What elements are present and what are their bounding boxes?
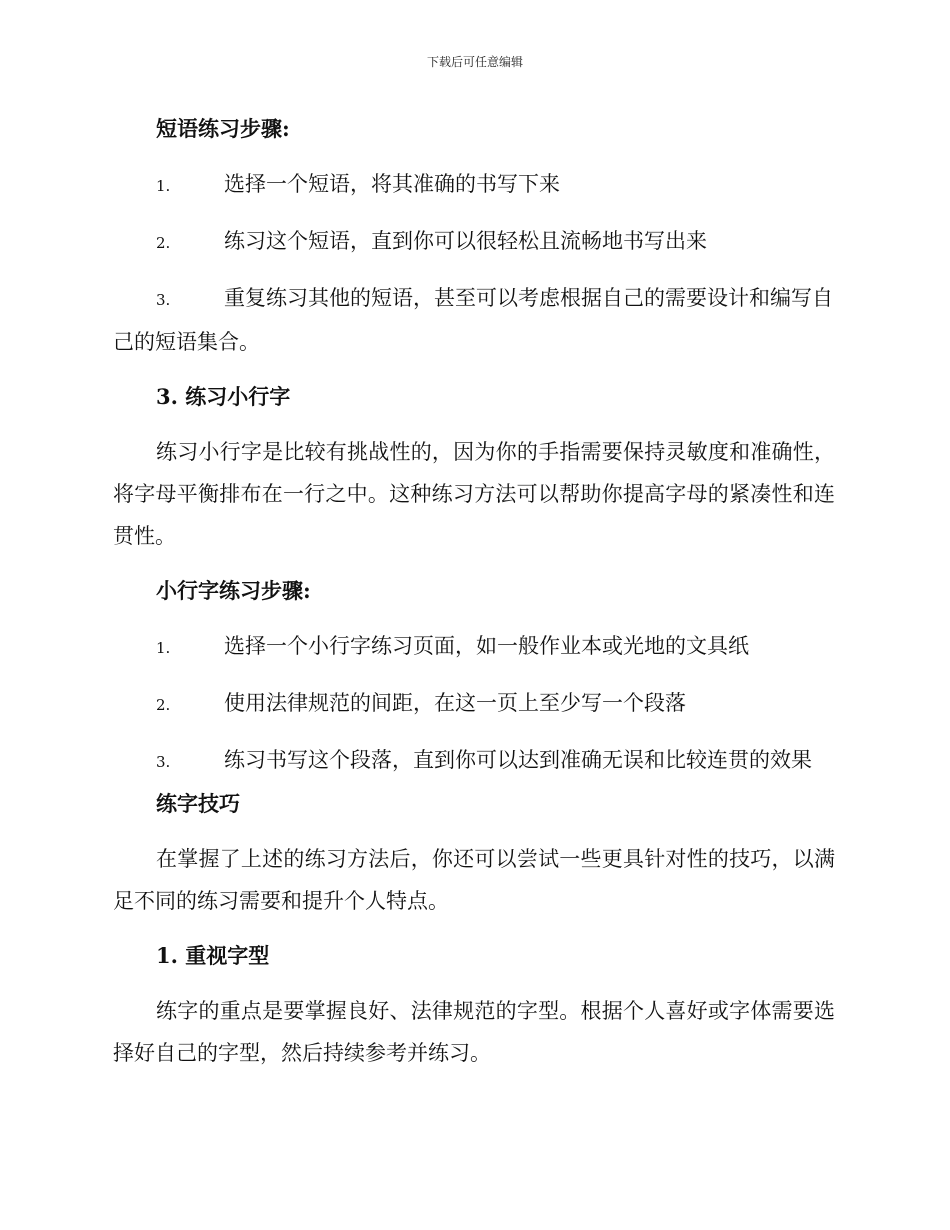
list-number: 1. bbox=[156, 639, 171, 657]
heading-small-line: 3. 练习小行字 bbox=[156, 384, 291, 409]
list-number: 3. bbox=[156, 753, 171, 771]
paragraph: 练字的重点是要掌握良好、法律规范的字型。根据个人喜好或字体需要选择好自己的字型，然后持续参考并练习。 bbox=[113, 999, 835, 1065]
list-item bbox=[113, 739, 835, 783]
list-text: 练习书写这个段落，直到你可以达到准确无误和比较连贯的效果 bbox=[224, 748, 812, 772]
paragraph: 在掌握了上述的练习方法后，你还可以尝试一些更具针对性的技巧，以满足不同的练习需要和提升个人特点。 bbox=[113, 847, 835, 913]
list-number: 3. bbox=[156, 291, 171, 309]
list-number: 1. bbox=[156, 177, 171, 195]
list-text: 选择一个小行字练习页面，如一般作业本或光地的文具纸 bbox=[224, 634, 749, 658]
list-number: 2. bbox=[156, 234, 171, 252]
document-body bbox=[113, 108, 835, 1074]
list-number: 2. bbox=[156, 696, 171, 714]
list-item bbox=[113, 682, 835, 726]
list-item bbox=[113, 220, 835, 264]
list-item bbox=[113, 277, 835, 363]
heading-phrase-steps: 短语练习步骤: bbox=[156, 116, 290, 141]
heading-letterform: 1. 重视字型 bbox=[156, 943, 270, 968]
list-text: 练习这个短语，直到你可以很轻松且流畅地书写出来 bbox=[224, 229, 707, 253]
header-note: 下载后可任意编辑 bbox=[426, 55, 523, 69]
heading-small-line-steps: 小行字练习步骤: bbox=[156, 578, 311, 603]
list-text: 使用法律规范的间距，在这一页上至少写一个段落 bbox=[224, 691, 686, 715]
heading-tips: 练字技巧 bbox=[156, 791, 240, 816]
list-text: 选择一个短语，将其准确的书写下来 bbox=[224, 172, 560, 196]
list-item bbox=[113, 163, 835, 207]
list-item bbox=[113, 625, 835, 669]
list-text: 重复练习其他的短语，甚至可以考虑根据自己的需要设计和编写自己的短语集合。 bbox=[113, 286, 833, 354]
paragraph: 练习小行字是比较有挑战性的，因为你的手指需要保持灵敏度和准确性，将字母平衡排布在一行之中。这种练习方法可以帮助你提高字母的紧凑性和连贯性。 bbox=[113, 440, 835, 548]
